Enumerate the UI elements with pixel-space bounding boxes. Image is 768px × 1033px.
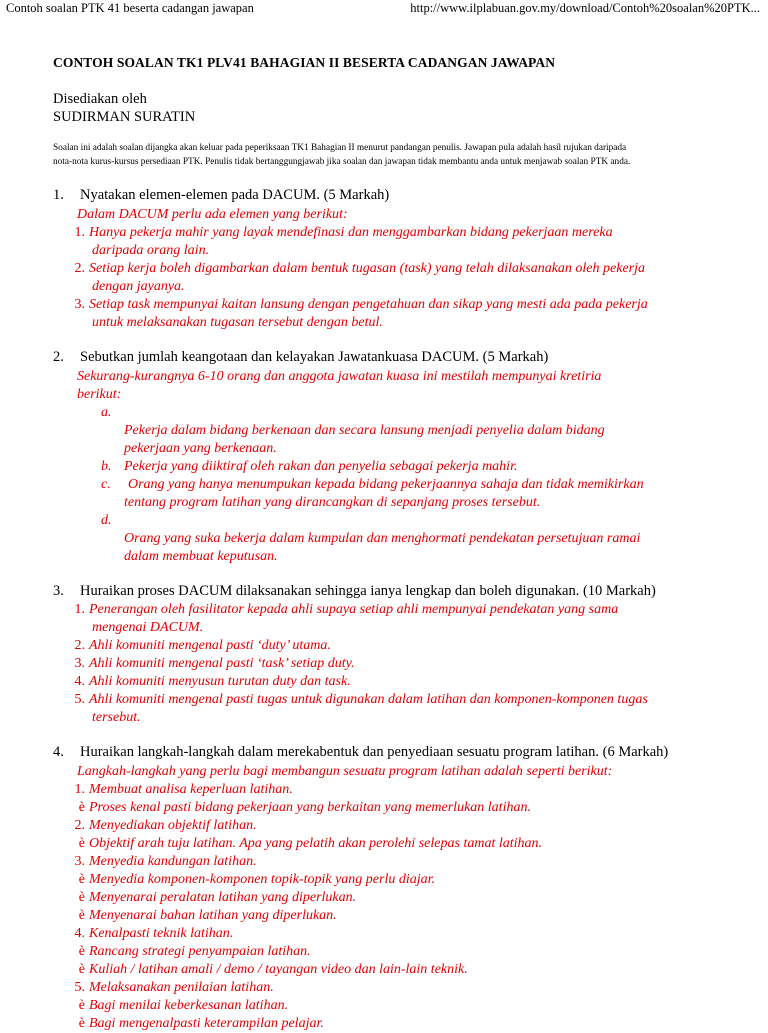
answer-item (68, 1015, 324, 1033)
item-number: 3. (74, 656, 85, 671)
item-letter: b. (101, 459, 112, 474)
answer-item (68, 260, 645, 296)
answer-item (68, 817, 257, 835)
item-number: 2. (74, 638, 85, 653)
item-number: 2. (74, 261, 85, 276)
answer-item (68, 853, 257, 871)
item-text-cont: pekerjaan yang berkenaan. (124, 441, 277, 456)
answer-lead-cont: berikut: (77, 387, 122, 402)
item-text: Kenalpasti teknik latihan. (89, 926, 234, 941)
answer-lead: Langkah-langkah yang perlu bagi membangun sesuatu program latihan adalah seperti berikut: (77, 764, 613, 779)
item-text: Setiap kerja boleh digambarkan dalam bentuk tugasan (task) yang telah dilaksanakan oleh pekerja (89, 261, 646, 276)
item-marker: 3. (74, 854, 85, 869)
item-text: Ahli komuniti mengenal pasti ‘task’ setiap duty. (89, 656, 355, 671)
item-letter: c. (101, 477, 111, 492)
answer-item (68, 637, 331, 655)
item-text: Penerangan oleh fasilitator kepada ahli supaya setiap ahli mempunyai pendekatan yang sama (89, 602, 619, 617)
question-4 (53, 744, 668, 761)
answer-item (68, 296, 648, 332)
intro-line: Soalan ini adalah soalan dijangka akan keluar pada peperiksaan TK1 Bahagian II menurut pandangan penulis. Jawapan pula adalah hasil rujukan daripada (53, 143, 627, 153)
item-number: 3. (74, 297, 85, 312)
item-text: Membuat analisa keperluan latihan. (89, 782, 293, 797)
document-title: CONTOH SOALAN TK1 PLV41 BAHAGIAN II BESERTA CADANGAN JAWAPAN (53, 55, 556, 70)
item-text-cont: dalam membuat keputusan. (124, 549, 278, 564)
answer-item (68, 943, 311, 961)
item-text-cont: tersebut. (92, 710, 141, 725)
item-text: Melaksanakan penilaian latihan. (89, 980, 274, 995)
item-text: Menyenarai bahan latihan yang diperlukan. (89, 908, 337, 923)
item-number: 1. (74, 225, 85, 240)
item-text: Menyediakan objektif latihan. (89, 818, 257, 833)
question-text: Sebutkan jumlah keangotaan dan kelayakan Jawatankuasa DACUM. (5 Markah) (80, 349, 549, 365)
item-text-cont: dengan jayanya. (92, 279, 185, 294)
answer-item (68, 673, 351, 691)
item-number: 4. (74, 674, 85, 689)
item-marker: è (78, 890, 85, 905)
answer-item (68, 224, 613, 260)
item-marker: 5. (74, 980, 85, 995)
answer-item (68, 781, 293, 799)
answer-item (68, 871, 435, 889)
item-marker: è (78, 836, 85, 851)
author-name: SUDIRMAN SURATIN (53, 109, 196, 125)
item-text: Ahli komuniti mengenal pasti ‘duty’ utama. (89, 638, 331, 653)
question-2 (53, 349, 548, 366)
item-marker: è (78, 1016, 85, 1031)
item-letter: a. (101, 405, 112, 420)
item-text: Bagi mengenalpasti keterampilan pelajar. (89, 1016, 324, 1031)
answer-item (68, 835, 542, 853)
print-header-url: http://www.ilplabuan.gov.my/download/Contoh%20soalan%20PTK... (410, 1, 760, 15)
question-number: 3. (53, 583, 64, 599)
item-marker: è (78, 998, 85, 1013)
item-text-cont: untuk melaksanakan tugasan tersebut dengan betul. (92, 315, 383, 330)
answer-lead: Dalam DACUM perlu ada elemen yang berikut: (77, 207, 348, 222)
item-text: Pekerja yang diiktiraf oleh rakan dan penyelia sebagai pekerja mahir. (124, 459, 518, 474)
prepared-by-label: Disediakan oleh (53, 91, 147, 107)
answer-item (68, 691, 648, 727)
answer-item (68, 925, 233, 943)
item-marker: è (78, 872, 85, 887)
item-text: Hanya pekerja mahir yang layak mendefinasi dan menggambarkan bidang pekerjaan mereka (89, 225, 613, 240)
item-marker: 4. (74, 926, 85, 941)
item-number: 1. (74, 602, 85, 617)
question-text: Huraikan langkah-langkah dalam merekabentuk dan penyediaan sesuatu program latihan. (6 Markah) (80, 744, 669, 760)
answer-item (68, 979, 274, 997)
item-text: Proses kenal pasti bidang pekerjaan yang berkaitan yang memerlukan latihan. (89, 800, 531, 815)
question-number: 4. (53, 744, 64, 760)
browser-print-header (0, 0, 768, 20)
question-number: 1. (53, 187, 64, 203)
answer-item (68, 799, 531, 817)
answer-item (68, 601, 618, 637)
item-text: Setiap task mempunyai kaitan lansung dengan pengetahuan dan sikap yang mesti ada pada pekerja (89, 297, 648, 312)
item-text: Menyedia kandungan latihan. (89, 854, 257, 869)
item-text: Rancang strategi penyampaian latihan. (89, 944, 311, 959)
answer-item (68, 655, 355, 673)
question-number: 2. (53, 349, 64, 365)
item-text: Ahli komuniti mengenal pasti tugas untuk digunakan dalam latihan dan komponen-komponen tugas (89, 692, 648, 707)
answer-item (68, 997, 288, 1015)
item-text: Orang yang suka bekerja dalam kumpulan dan menghormati pendekatan persetujuan ramai (124, 531, 641, 546)
item-text-cont: tentang program latihan yang dirancangkan di sepanjang proses tersebut. (124, 495, 541, 510)
item-marker: è (78, 944, 85, 959)
answer-item (68, 961, 468, 979)
item-text: Objektif arah tuju latihan. Apa yang pelatih akan perolehi selepas tamat latihan. (89, 836, 543, 851)
item-text: Ahli komuniti menyusun turutan duty dan task. (89, 674, 351, 689)
answer-item (68, 907, 337, 925)
answer-item (68, 889, 356, 907)
question-text: Nyatakan elemen-elemen pada DACUM. (5 Markah) (80, 187, 390, 203)
intro-paragraph (53, 141, 753, 169)
item-marker: è (78, 800, 85, 815)
item-letter: d. (101, 513, 112, 528)
item-text: Menyenarai peralatan latihan yang diperlukan. (89, 890, 357, 905)
item-text-cont: mengenai DACUM. (92, 620, 204, 635)
item-text: Pekerja dalam bidang berkenaan dan secara lansung menjadi penyelia dalam bidang (124, 423, 605, 438)
question-1 (53, 187, 389, 204)
item-marker: 1. (74, 782, 85, 797)
item-marker: 2. (74, 818, 85, 833)
question-3 (53, 583, 656, 600)
item-text: Orang yang hanya menumpukan kepada bidang pekerjaannya sahaja dan tidak memikirkan (128, 477, 644, 492)
answer-lead: Sekurang-kurangnya 6-10 orang dan anggota jawatan kuasa ini mestilah mempunyai kretiria (77, 369, 602, 384)
intro-line: nota-nota kurus-kursus persediaan PTK. Penulis tidak bertanggungjawab jika soalan dan jawapan tidak membantu anda untuk menjawab soalan PTK anda. (53, 157, 631, 167)
item-text: Kuliah / latihan amali / demo / tayangan video dan lain-lain teknik. (89, 962, 468, 977)
item-text: Menyedia komponen-komponen topik-topik yang perlu diajar. (89, 872, 436, 887)
item-number: 5. (74, 692, 85, 707)
item-text-cont: daripada orang lain. (92, 243, 210, 258)
question-text: Huraikan proses DACUM dilaksanakan sehingga ianya lengkap dan boleh digunakan. (10 Markah) (80, 583, 656, 599)
print-header-title: Contoh soalan PTK 41 beserta cadangan jawapan (6, 1, 254, 15)
item-text: Bagi menilai keberkesanan latihan. (89, 998, 289, 1013)
item-marker: è (78, 908, 85, 923)
item-marker: è (78, 962, 85, 977)
